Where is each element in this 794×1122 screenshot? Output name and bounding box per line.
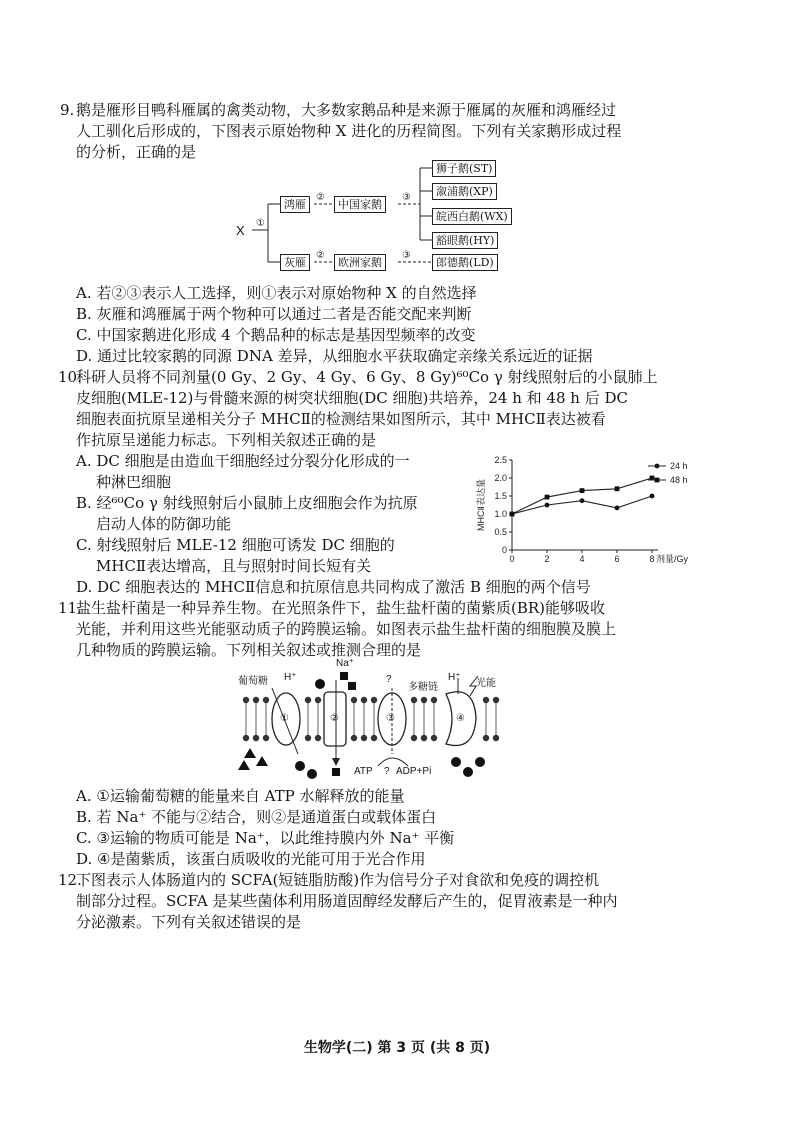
q9-stem-line2: 人工驯化后形成的，下图表示原始物种 X 进化的历程简图。下列有关家鹅形成过程 — [76, 122, 622, 140]
box-st: 狮子鹅(ST) — [432, 160, 496, 177]
q10-option-b-line1: B. 经⁶⁰Co γ 射线照射后小鼠肺上皮细胞会作为抗原 — [76, 494, 418, 512]
q9-option-a: A. 若②③表示人工选择，则①表示对原始物种 X 的自然选择 — [76, 284, 477, 302]
y-tick-label: 2.5 — [494, 455, 507, 465]
x-tick-label: 6 — [614, 554, 620, 564]
page-footer: 生物学(二) 第 3 页 (共 8 页) — [303, 1040, 491, 1056]
q10-option-d: D. DC 细胞表达的 MHCⅡ信息和抗原信息共同构成了激活 B 细胞的两个信号 — [76, 578, 591, 596]
y-tick-label: 2.0 — [494, 473, 507, 483]
label-question-bottom: ? — [384, 766, 390, 777]
data-point — [510, 512, 515, 517]
label-adp-pi: ADP+Pi — [396, 766, 432, 777]
q12-stem-line3: 分泌激素。下列有关叙述错误的是 — [76, 913, 302, 931]
data-point — [580, 488, 585, 493]
legend-marker — [655, 464, 660, 469]
q10-number: 10. — [58, 368, 82, 386]
data-point — [545, 495, 550, 500]
box-ld: 郎德鹅(LD) — [432, 254, 498, 271]
q9-stem-line3: 的分析，正确的是 — [76, 143, 197, 161]
box-wx: 皖西白鹅(WX) — [432, 208, 512, 225]
q12-stem-line1: 下图表示人体肠道内的 SCFA(短链脂肪酸)作为信号分子对食欲和免疫的调控机 — [76, 871, 600, 889]
q10-stem-line1: 科研人员将不同剂量(0 Gy、2 Gy、4 Gy、6 Gy、8 Gy)⁶⁰Co γ 射线照射后的小鼠肺上 — [76, 368, 658, 386]
y-tick-label: 0.5 — [494, 527, 507, 537]
legend-marker — [655, 478, 660, 483]
data-point — [545, 503, 550, 508]
diagram-circle-3-bottom: ③ — [402, 250, 411, 261]
label-glucose: 葡萄糖 — [238, 676, 268, 687]
box-huiyan: 灰雁 — [280, 254, 310, 271]
q10-stem-line3: 细胞表面抗原呈递相关分子 MHCⅡ的检测结果如图所示，其中 MHCⅡ表达被看 — [76, 410, 606, 428]
q11-option-d: D. ④是菌紫质，该蛋白质吸收的光能可用于光合作用 — [76, 850, 426, 868]
label-protein-1: ① — [280, 713, 289, 724]
diagram-circle-2-bottom: ② — [316, 250, 325, 261]
box-hongyan: 鸿雁 — [280, 196, 310, 213]
y-tick-label: 1.0 — [494, 509, 507, 519]
q10-option-b-line2: 启动人体的防御功能 — [96, 515, 232, 533]
box-ouzhou-jiae: 欧洲家鹅 — [334, 254, 386, 271]
q11-option-c: C. ③运输的物质可能是 Na⁺，以此维持膜内外 Na⁺ 平衡 — [76, 829, 455, 847]
q11-number: 11. — [58, 599, 82, 617]
q11-option-a: A. ①运输葡萄糖的能量来自 ATP 水解释放的能量 — [76, 787, 405, 805]
y-tick-label: 0 — [501, 545, 507, 555]
diagram-circle-1: ① — [256, 218, 265, 229]
label-question-top: ? — [386, 674, 392, 685]
q11-option-b: B. 若 Na⁺ 不能与②结合，则②是通道蛋白或载体蛋白 — [76, 808, 437, 826]
legend-label: 48 h — [670, 475, 688, 485]
q11-membrane-diagram — [236, 658, 510, 782]
data-point — [650, 494, 655, 499]
box-xp: 溆浦鹅(XP) — [432, 183, 497, 200]
q9-option-c: C. 中国家鹅进化形成 4 个鹅品种的标志是基因型频率的改变 — [76, 326, 476, 344]
label-h-plus-1: H⁺ — [284, 672, 297, 683]
label-light-energy: 光能 — [476, 678, 496, 689]
q12-number: 12. — [58, 871, 82, 889]
q10-option-c-line1: C. 射线照射后 MLE-12 细胞可诱发 DC 细胞的 — [76, 536, 395, 554]
x-tick-label: 4 — [579, 554, 585, 564]
q10-option-a-line1: A. DC 细胞是由造血干细胞经过分裂分化形成的一 — [76, 452, 410, 470]
y-axis-label: MHCⅡ表达量 — [476, 479, 486, 531]
q10-mhc-chart — [474, 452, 704, 576]
x-tick-label: 8 — [649, 554, 655, 564]
data-point — [615, 505, 620, 510]
diagram-circle-2-top: ② — [316, 192, 325, 203]
legend-label: 24 h — [670, 461, 688, 471]
q9-number: 9. — [60, 101, 75, 119]
label-polysaccharide: 多糖链 — [408, 682, 438, 693]
q10-option-c-line2: MHCⅡ表达增高，且与照射时间长短有关 — [96, 557, 372, 575]
x-tick-label: 2 — [544, 554, 550, 564]
label-protein-4: ④ — [456, 713, 465, 724]
q12-stem-line2: 制部分过程。SCFA 是某些菌体利用肠道固醇经发酵后产生的，促胃液素是一种内 — [76, 892, 618, 910]
label-atp: ATP — [354, 766, 373, 777]
q9-option-b: B. 灰雁和鸿雁属于两个物种可以通过二者是否能交配来判断 — [76, 305, 472, 323]
q9-option-d: D. 通过比较家鹅的同源 DNA 差异，从细胞水平获取确定亲缘关系远近的证据 — [76, 347, 593, 365]
data-point — [580, 498, 585, 503]
box-hy: 豁眼鹅(HY) — [432, 232, 498, 249]
q10-option-a-line2: 种淋巴细胞 — [96, 473, 172, 491]
data-point — [615, 486, 620, 491]
q10-stem-line2: 皮细胞(MLE-12)与骨髓来源的树突状细胞(DC 细胞)共培养，24 h 和 48 h 后 DC — [76, 389, 628, 407]
label-protein-2: ② — [330, 713, 339, 724]
q11-stem-line2: 光能，并利用这些光能驱动质子的跨膜运输。如图表示盐生盐杆菌的细胞膜及膜上 — [76, 620, 617, 638]
x-axis-label: 剂量/Gy — [656, 554, 689, 564]
y-tick-label: 1.5 — [494, 491, 507, 501]
q9-stem-line1: 鹅是雁形目鸭科雁属的禽类动物，大多数家鹅品种是来源于雁属的灰雁和鸿雁经过 — [76, 101, 617, 119]
q11-stem-line3: 几种物质的跨膜运输。下列相关叙述或推测合理的是 — [76, 641, 422, 659]
box-zhongguo-jiae: 中国家鹅 — [334, 196, 386, 213]
q10-stem-line4: 作抗原呈递能力标志。下列相关叙述正确的是 — [76, 431, 377, 449]
diagram-circle-3-top: ③ — [402, 192, 411, 203]
q11-stem-line1: 盐生盐杆菌是一种异养生物。在光照条件下，盐生盐杆菌的菌紫质(BR)能够吸收 — [76, 599, 606, 617]
diagram-x-label: X — [236, 223, 245, 238]
label-protein-3: ③ — [386, 713, 395, 724]
q9-evolution-diagram — [230, 158, 520, 278]
label-h-plus-2: H⁺ — [448, 672, 461, 683]
label-na-plus: Na⁺ — [336, 658, 355, 669]
x-tick-label: 0 — [509, 554, 515, 564]
